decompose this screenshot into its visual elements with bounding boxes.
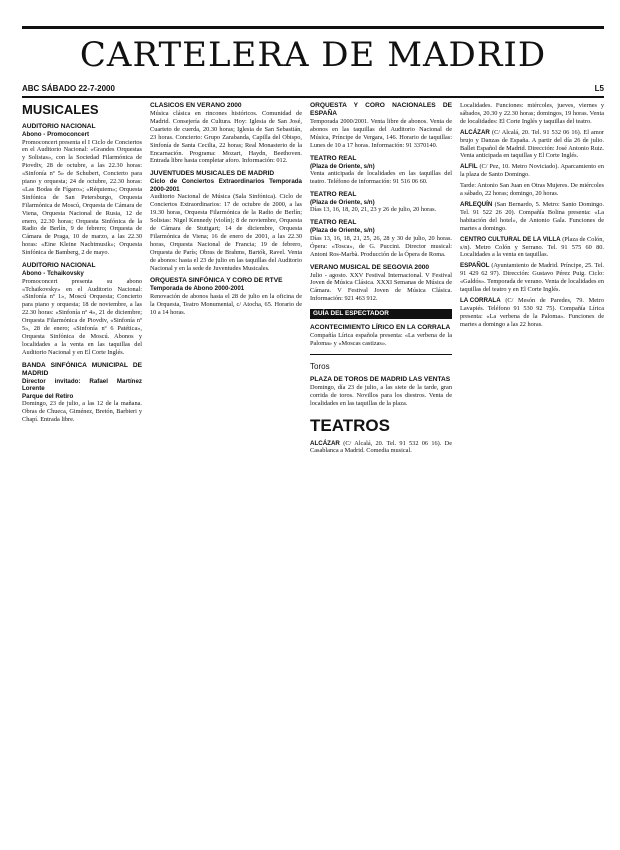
listing-heading: CENTRO CULTURAL DE LA VILLA: [460, 235, 561, 243]
page-title: CARTELERA DE MADRID: [79, 35, 547, 75]
listing-subheading: (Plaza de Oriente, s/n): [310, 162, 375, 170]
dateline: [22, 84, 604, 96]
listing-text: (C/ Alcalá, 20. Tel. 91 532 06 16). El amor brujo y Danzas de España. A partir del día 26 de julio. Ballet Español de Madrid. Dirección: José Antonio Ruiz. Venta anticipada en taquillas y El Corte Inglés.: [460, 128, 604, 160]
listing-subheading: Abono - Tchaikovsky: [22, 270, 84, 278]
listing-heading: ALCÁZAR: [310, 439, 340, 447]
listing-subheading: Ciclo de Conciertos Extraordinarios Temporada 2000-2001: [150, 178, 302, 193]
listing-text: Domingo, día 23 de julio, a las siete de la tarde, gran corrida de toros. Novillos para los diestros. Venta de localidades en las taquillas de la plaza.: [310, 383, 452, 407]
listing-heading: ALCÁZAR: [460, 128, 490, 136]
listing-text: Renovación de abonos hasta el 28 de julio en la oficina de la Orquesta, Teatro Monumental, c/ Atocha, 65. Horario de 10 a 14 horas.: [150, 292, 302, 316]
section-heading: MUSICALES: [22, 102, 99, 117]
listing-heading: AUDITORIO NACIONAL: [22, 123, 96, 130]
page-number: L5: [594, 84, 604, 93]
listing-text: Domingo, 23 de julio, a las 12 de la mañana. Obras de Chueca, Giménez, Bretón, Barbieri y Chapí. Entrada libre.: [22, 400, 142, 423]
header-rule: [22, 96, 604, 98]
listing-text: Días 13, 16, 18, 21, 25, 26, 28 y 30 de julio, 20 horas. Ópera: «Tosca», de G. Puccini. Director musical: Antoni Ros-Marbà. Producción de la Ópera de Roma.: [310, 234, 452, 258]
listing-text: Promoconcert presenta su abono «Tchaikovsky» en el Auditorio Nacional: «Sinfonía nº 1», Moscú Orquesta; Concierto para piano y orquesta; 18 de noviembre, a las 22.30 horas: «Sinfonía nº 4», 21 de diciembre; Orquesta Filarmónica de Piovdiv, «Sinfonía nº 5», 28 de enero; «Sinfonía nº 6 Patética», Orquesta Sinfónica de Moscú. Abonos y localidades a la venta en las taquillas del Auditorio Nacional y en El Corte Inglés.: [22, 277, 142, 356]
listing-text: Venta anticipada de localidades en las taquillas del teatro. Teléfono de información: 91 516 06 60.: [310, 170, 452, 186]
listing-heading: LA CORRALA: [460, 296, 501, 304]
listing-heading: VERANO MUSICAL DE SEGOVIA 2000: [310, 263, 430, 271]
listing-subheading: Temporada de Abono 2000-2001: [150, 285, 245, 293]
column-1: [22, 102, 142, 842]
listing-text: (C/ Pez, 10. Metro Noviciado). Aparcamiento en la plaza de Santo Domingo.: [460, 163, 604, 179]
listing-subheading: (Plaza de Oriente, s/n): [310, 198, 375, 206]
listing-heading: TEATRO REAL: [310, 154, 357, 162]
listing-text: Promoconcert presenta el I Ciclo de Conciertos en el Auditorio Nacional: «Grandes Orquestas y Solistas», con la Sociedad Filarmónica de Piovdiv, 28 de octubre, a las 22.30 horas: «Sinfonía nº 5» de Schubert, Concierto para piano y orquesta; 24 de octubre, 22.30 horas: «Las Bodas de Fígaro»; «Réquiem»; Orquesta Sinfónica de San Petersburgo, Orquesta Filarmónica de Moscú, Orquesta de Cámara de Viena, Orquesta Nacional de Rusia, 12 de enero, 22.30 horas; Orquesta Sinfónica de la Radio de Berlín, 9 de febrero; Orquesta de Cámara de Praga, 10 de marzo, a las 22.30 horas: «Eine Kleine Nachtmusik»; Orquesta Sinfónica de Bamberg, 2 de mayo.: [22, 138, 142, 257]
listing-text: Localidades. Funciones: miércoles, jueves, viernes y sábados, 20.30 y 22.30 horas; domingos, 19 horas. Venta de localidades: El Corte Inglés y taquillas del teatro.: [460, 102, 604, 125]
listing-subheading: Director invitado: Rafael Martínez Lorente: [22, 377, 142, 393]
listing-text: (San Bernardo, 5. Metro: Santo Domingo. Tel. 91 522 26 20). Compañía Bolina presenta: «La habitación del hotel», de Antonio Gala. Funciones de martes a domingo.: [460, 200, 604, 232]
column-3: [310, 102, 452, 842]
listing-heading: ORQUESTA Y CORO NACIONALES DE ESPAÑA: [310, 102, 452, 117]
listing-heading: ALFIL: [460, 163, 478, 171]
listing-heading: TEATRO REAL: [310, 190, 357, 198]
date-label: ABC SÁBADO 22-7-2000: [22, 84, 115, 93]
column-4: [460, 102, 604, 842]
subsection-heading: Toros: [310, 361, 330, 371]
listing-text: Auditorio Nacional de Música (Sala Sinfónica). Ciclo de Conciertos Extraordinarios: 17 de octubre de 2000, a las 19.30 horas, Orquesta Filarmónica de la Radio de Berlín; Solistas: Nigel Kennedy (violín); 8 de noviembre, Orquesta de Cámara de Stuttgart; 14 de diciembre, Orquesta Filarmónica de Viena; 16 de enero de 2001, a las 22.30 horas, Orquesta Nacional de Francia; 19 de febrero, Orquesta de París; Obras de Brahms, Bartók, Ravel. Venta de abonos: hasta el 23 de julio en las taquillas del Auditorio Nacional y en la sede de Juventudes Musicales.: [150, 193, 302, 272]
listing-heading: BANDA SINFÓNICA MUNICIPAL DE MADRID: [22, 361, 142, 377]
listing-text: Temporada 2000/2001. Venta libre de abonos. Venta de abonos en las taquillas del Auditorio Nacional de Música, Príncipe de Vergara, 146. Horario de taquillas: Lunes de 10 a 17 horas. Información: 91 3370140.: [310, 118, 452, 149]
listing-text: (Plaza de Colón, s/n). Metro Colón y Serrano. Tel. 91 575 60 80. Localidades a la venta en taquillas.: [460, 235, 604, 259]
listing-text: Compañía Lírica española presenta: «La verbena de la Paloma» y «Moscas castizas».: [310, 332, 452, 347]
listing-text: (C/ Alcalá, 20. Tel. 91 532 06 16). De Casablanca a Madrid. Comedia musical.: [310, 439, 452, 455]
listing-subheading: (Plaza de Oriente, s/n): [310, 227, 375, 235]
section-heading: TEATROS: [310, 415, 390, 435]
listing-heading: TEATRO REAL: [310, 219, 357, 227]
listing-text: Música clásica en rincones históricos. Comunidad de Madrid. Consejería de Cultura. Hoy: Iglesia de San José, Cuarteto de cuerda, 20.30 horas; Iglesia de San Sebastián, 23 horas. Concierto: Grupo Zarabanda, Capilla del Obispo, Sinfonía de Santa Cecilia, 22 horas; Real Monasterio de la Encarnación. Programa: Mozart, Haydn, Beethoven. Entrada libre hasta completar aforo. Información: 012.: [150, 110, 302, 165]
listing-text: (Ayuntamiento de Madrid. Príncipe, 25. Tel. 91 429 62 97). Dirección: Gustavo Pérez Puig. Ciclo: «Galdós». Temporada de verano. Venta de localidades en taquillas del teatro y en El Corte Inglés.: [460, 262, 604, 294]
listing-text: Julio - agosto. XXV Festival Internacional. V Festival Joven de Música Clásica. XXXI Semanas de Música de Cámara. V Festival Joven de Música Clásica. Información: 921 463 912.: [310, 271, 452, 303]
listing-subheading: Abono - Promoconcert: [22, 131, 90, 138]
listing-heading: AUDITORIO NACIONAL: [22, 262, 96, 270]
masthead: [22, 26, 604, 81]
listing-text: Tarde: Antonio San Juan en Otras Mujeres. De miércoles a sábado, 22 horas; domingo, 20 horas.: [460, 182, 604, 198]
guide-banner: GUÍA DEL ESPECTADOR: [310, 309, 452, 319]
column-2: [150, 102, 302, 842]
listing-heading: PLAZA DE TOROS DE MADRID LAS VENTAS: [310, 375, 451, 383]
listing-heading: ORQUESTA SINFÓNICA Y CORO DE RTVE: [150, 277, 283, 285]
listing-heading: ESPAÑOL: [460, 262, 490, 270]
listing-heading: JUVENTUDES MUSICALES DE MADRID: [150, 170, 275, 178]
listing-location: Parque del Retiro: [22, 392, 74, 400]
listing-text: (C/ Mesón de Paredes, 79. Metro Lavapiés. Teléfono 91 530 92 75). Compañía Lírica presenta: «La verbena de la Paloma». Funciones de martes a domingo a las 22 horas.: [460, 296, 604, 328]
listing-text: Días 13, 16, 18, 20, 21, 23 y 26 de julio, 20 horas.: [310, 206, 437, 214]
listing-heading: ARLEQUÍN: [460, 200, 493, 208]
listing-heading: CLÁSICOS EN VERANO 2000: [150, 102, 242, 109]
divider: [310, 354, 452, 355]
listing-heading: ACONTECIMIENTO LÍRICO EN LA CORRALA: [310, 324, 451, 332]
